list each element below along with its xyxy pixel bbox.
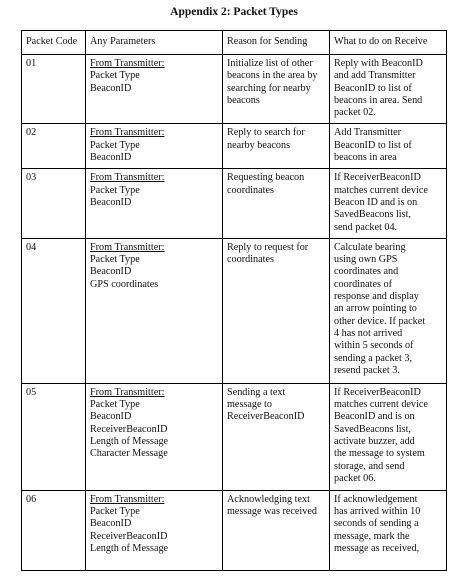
table-row	[22, 238, 447, 383]
packet-code-cell-line: 02	[26, 127, 37, 139]
packet-code-cell	[22, 383, 86, 490]
parameters-cell-line: BeaconID	[90, 266, 132, 278]
parameters-cell-line: From Transmitter:	[90, 58, 165, 69]
page-title: Appendix 2: Packet Types	[170, 6, 298, 18]
packet-code-cell-line: 05	[26, 386, 37, 398]
parameters-cell-line: BeaconID	[90, 518, 132, 530]
action-cell	[330, 124, 447, 169]
action-cell-line: beacons in area	[334, 152, 397, 164]
parameters-cell-line: Packet Type	[90, 399, 140, 411]
action-cell-line: storage, and send	[334, 460, 405, 472]
parameters-cell-line: BeaconID	[90, 152, 132, 164]
reason-cell-line: searching for nearby	[227, 82, 311, 94]
action-cell	[330, 169, 447, 238]
action-cell-line: beacons in area. Send	[334, 94, 423, 106]
packet-code-cell-line: 01	[26, 58, 37, 69]
reason-cell-line: coordinates	[227, 184, 274, 196]
action-cell-line: seconds of sending a	[334, 518, 419, 530]
reason-cell-line: Sending a text	[227, 386, 286, 398]
packet-types-table	[21, 30, 447, 571]
action-cell-line: and add Transmitter	[334, 70, 416, 82]
action-cell-line: SavedBeacons list,	[334, 209, 411, 221]
action-cell-line: coordinates and	[334, 266, 399, 278]
table-row	[22, 169, 447, 238]
header-what-to-do-on-receive: What to do on Receive	[330, 31, 447, 55]
parameters-cell	[86, 490, 223, 570]
action-cell-line: coordinates of	[334, 278, 392, 290]
action-cell-line: matches current device	[334, 184, 428, 196]
action-cell-line: within 5 seconds of	[334, 340, 414, 352]
parameters-cell-line: BeaconID	[90, 411, 132, 423]
reason-cell	[223, 55, 330, 124]
table-header-row	[22, 31, 447, 55]
action-cell-line: Add Transmitter	[334, 127, 402, 139]
action-cell	[330, 383, 447, 490]
parameters-cell-line: BeaconID	[90, 82, 132, 94]
header-reason-for-sending: Reason for Sending	[223, 31, 330, 55]
table-row	[22, 490, 447, 570]
packet-code-cell-line: 06	[26, 493, 37, 505]
reason-cell-line: message to	[227, 399, 272, 411]
packet-code-cell	[22, 124, 86, 169]
parameters-cell-line: From Transmitter:	[90, 127, 165, 139]
parameters-cell-line: From Transmitter:	[90, 493, 165, 505]
parameters-cell	[86, 55, 223, 124]
reason-cell-line: ReceiverBeaconID	[227, 411, 305, 423]
parameters-cell-line: Length of Message	[90, 543, 169, 555]
action-cell-line: SavedBeacons list,	[334, 423, 411, 435]
action-cell-line: other device. If packet	[334, 315, 426, 327]
reason-cell	[223, 383, 330, 490]
packet-code-cell-line: 04	[26, 241, 37, 253]
packet-code-cell-line: 03	[26, 172, 37, 184]
reason-cell	[223, 169, 330, 238]
parameters-cell	[86, 124, 223, 169]
reason-cell	[223, 490, 330, 570]
parameters-cell-line: Length of Message	[90, 436, 169, 448]
action-cell-line: Calculate bearing	[334, 241, 406, 253]
action-cell-line: If ReceiverBeaconID	[334, 172, 421, 184]
action-cell-line: packet 02.	[334, 107, 376, 119]
reason-cell-line: Initialize list of other	[227, 58, 313, 69]
action-cell	[330, 238, 447, 383]
reason-cell-line: nearby beacons	[227, 139, 291, 151]
action-cell-line: Reply with BeaconID	[334, 58, 423, 69]
action-cell-line: response and display	[334, 291, 419, 303]
parameters-cell-line: Packet Type	[90, 70, 140, 82]
reason-cell-line: Requesting beacon	[227, 172, 305, 184]
parameters-cell-line: From Transmitter:	[90, 172, 165, 184]
parameters-cell-line: From Transmitter:	[90, 386, 165, 398]
action-cell-line: If ReceiverBeaconID	[334, 386, 421, 398]
reason-cell-line: beacons	[227, 94, 260, 106]
parameters-cell-line: From Transmitter:	[90, 241, 165, 253]
parameters-cell-line: GPS coordinates	[90, 278, 159, 290]
packet-code-cell	[22, 55, 86, 124]
reason-cell	[223, 238, 330, 383]
header-packet-code: Packet Code	[22, 31, 86, 55]
action-cell-line: sending a packet 3,	[334, 352, 413, 364]
action-cell-line: BeaconID and is on	[334, 411, 415, 423]
parameters-cell-line: ReceiverBeaconID	[90, 530, 168, 542]
reason-cell-line: Acknowledging text	[227, 493, 310, 505]
table-row	[22, 124, 447, 169]
action-cell-line: message, mark the	[334, 530, 410, 542]
parameters-cell	[86, 383, 223, 490]
parameters-cell-line: Packet Type	[90, 139, 140, 151]
action-cell-line: Beacon ID and is on	[334, 196, 418, 208]
packet-code-cell	[22, 238, 86, 383]
packet-code-cell	[22, 490, 86, 570]
parameters-cell-line: Packet Type	[90, 184, 140, 196]
reason-cell-line: Reply to request for	[227, 241, 309, 253]
action-cell-line: the message to system	[334, 448, 425, 460]
parameters-cell-line: ReceiverBeaconID	[90, 423, 168, 435]
parameters-cell	[86, 169, 223, 238]
action-cell-line: resend packet 3.	[334, 364, 400, 376]
action-cell-line: an arrow pointing to	[334, 303, 417, 315]
action-cell-line: activate buzzer, add	[334, 436, 415, 448]
action-cell-line: If acknowledgement	[334, 493, 418, 505]
header-any-parameters: Any Parameters	[86, 31, 223, 55]
action-cell	[330, 55, 447, 124]
action-cell-line: matches current device	[334, 399, 428, 411]
parameters-cell-line: Packet Type	[90, 254, 140, 266]
reason-cell	[223, 124, 330, 169]
reason-cell-line: coordinates	[227, 254, 274, 266]
table-row	[22, 55, 447, 124]
action-cell-line: BeaconID to list of	[334, 139, 412, 151]
action-cell-line: using own GPS	[334, 254, 398, 266]
action-cell-line: send packet 04.	[334, 221, 398, 233]
reason-cell-line: beacons in the area by	[227, 70, 318, 82]
parameters-cell-line: Character Message	[90, 448, 168, 460]
packet-code-cell	[22, 169, 86, 238]
action-cell-line: BeaconID to list of	[334, 82, 412, 94]
parameters-cell-line: Packet Type	[90, 506, 140, 518]
reason-cell-line: Reply to search for	[227, 127, 305, 139]
table-row	[22, 383, 447, 490]
action-cell-line: has arrived within 10	[334, 506, 421, 518]
parameters-cell-line: BeaconID	[90, 196, 132, 208]
reason-cell-line: message was received	[227, 506, 317, 518]
action-cell-line: message as received,	[334, 543, 420, 555]
action-cell	[330, 490, 447, 570]
action-cell-line: 4 has not arrived	[334, 327, 403, 339]
parameters-cell	[86, 238, 223, 383]
action-cell-line: packet 06.	[334, 472, 376, 484]
